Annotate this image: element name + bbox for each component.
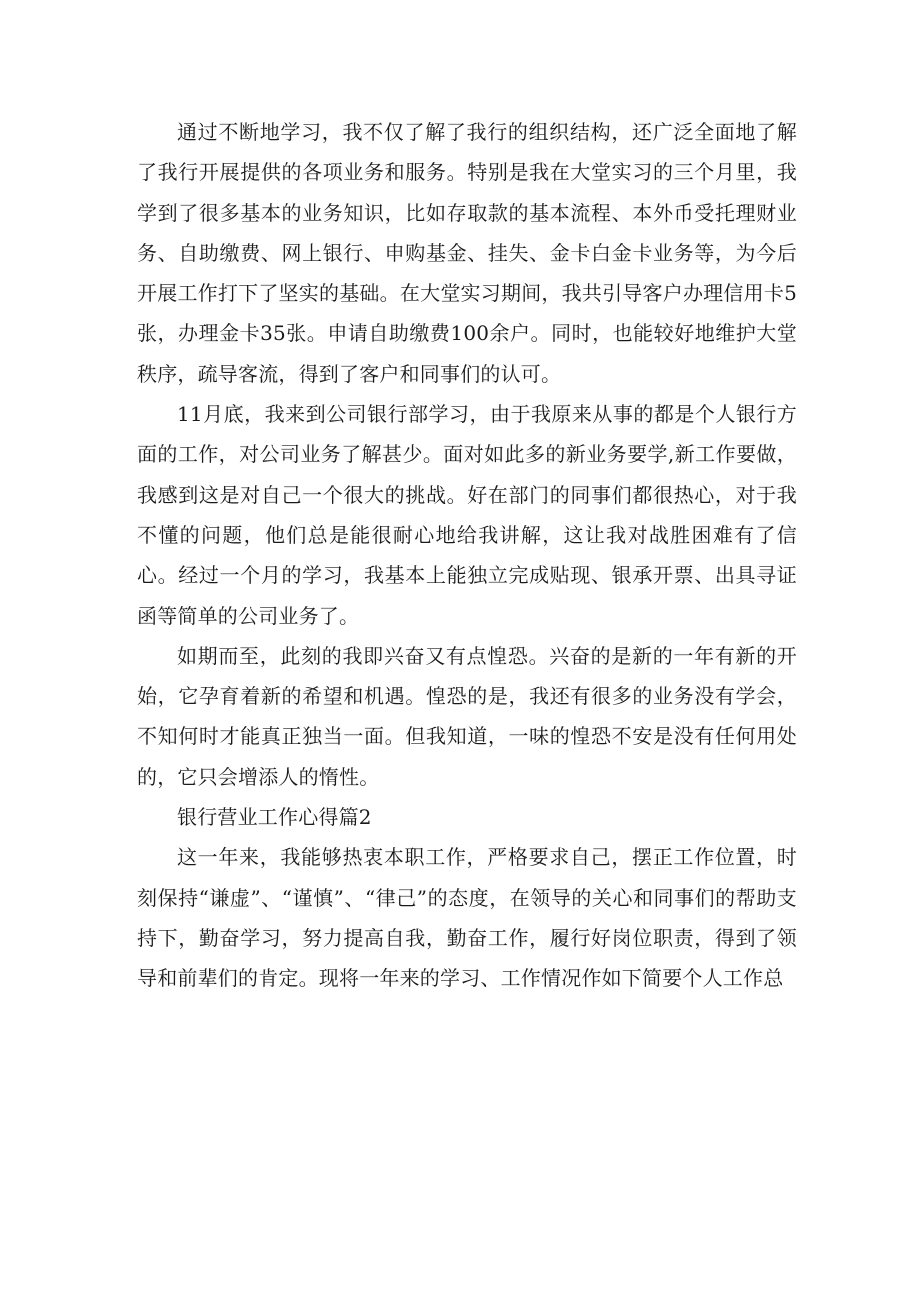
section-heading: 银行营业工作心得篇2 — [177, 805, 372, 830]
body-paragraph: 通过不断地学习，我不仅了解了我行的组织结构，还广泛全面地了解了我行开展提供的各项业务和服务。特别是我在大堂实习的三个月里，我学到了很多基本的业务知识，比如存取款的基本流程、本外币受托理财业务、自助缴费、网上银行、申购基金、挂失、金卡白金卡业务等，为今后开展工作打下了坚实的基础。在大堂实习期间，我共引导客户办理信用卡5张，办理金卡35张。申请自助缴费100余户。同时，也能较好地维护大堂秩序，疏导客流，得到了客户和同事们的认可。 — [137, 120, 797, 386]
body-paragraph: 如期而至，此刻的我即兴奋又有点惶恐。兴奋的是新的一年有新的开始，它孕育着新的希望和机遇。惶恐的是，我还有很多的业务没有学会，不知何时才能真正独当一面。但我知道，一味的惶恐不安是没有任何用处的，它只会增添人的惰性。 — [137, 643, 797, 789]
body-paragraph: 这一年来，我能够热衷本职工作，严格要求自己，摆正工作位置，时刻保持“谦虚”、“谨慎”、“律己”的态度，在领导的关心和同事们的帮助支持下，勤奋学习，努力提高自我，勤奋工作，履行好岗位职责，得到了领导和前辈们的肯定。现将一年来的学习、工作情况作如下简要个人工作总 — [137, 845, 797, 991]
body-paragraph: 11月底，我来到公司银行部学习，由于我原来从事的都是个人银行方面的工作，对公司业务了解甚少。面对如此多的新业务要学,新工作要做，我感到这是对自己一个很大的挑战。好在部门的同事们都很热心，对于我不懂的问题，他们总是能很耐心地给我讲解，这让我对战胜困难有了信心。经过一个月的学习，我基本上能独立完成贴现、银承开票、出具寻证函等简单的公司业务了。 — [137, 402, 797, 628]
document-body — [137, 112, 797, 999]
